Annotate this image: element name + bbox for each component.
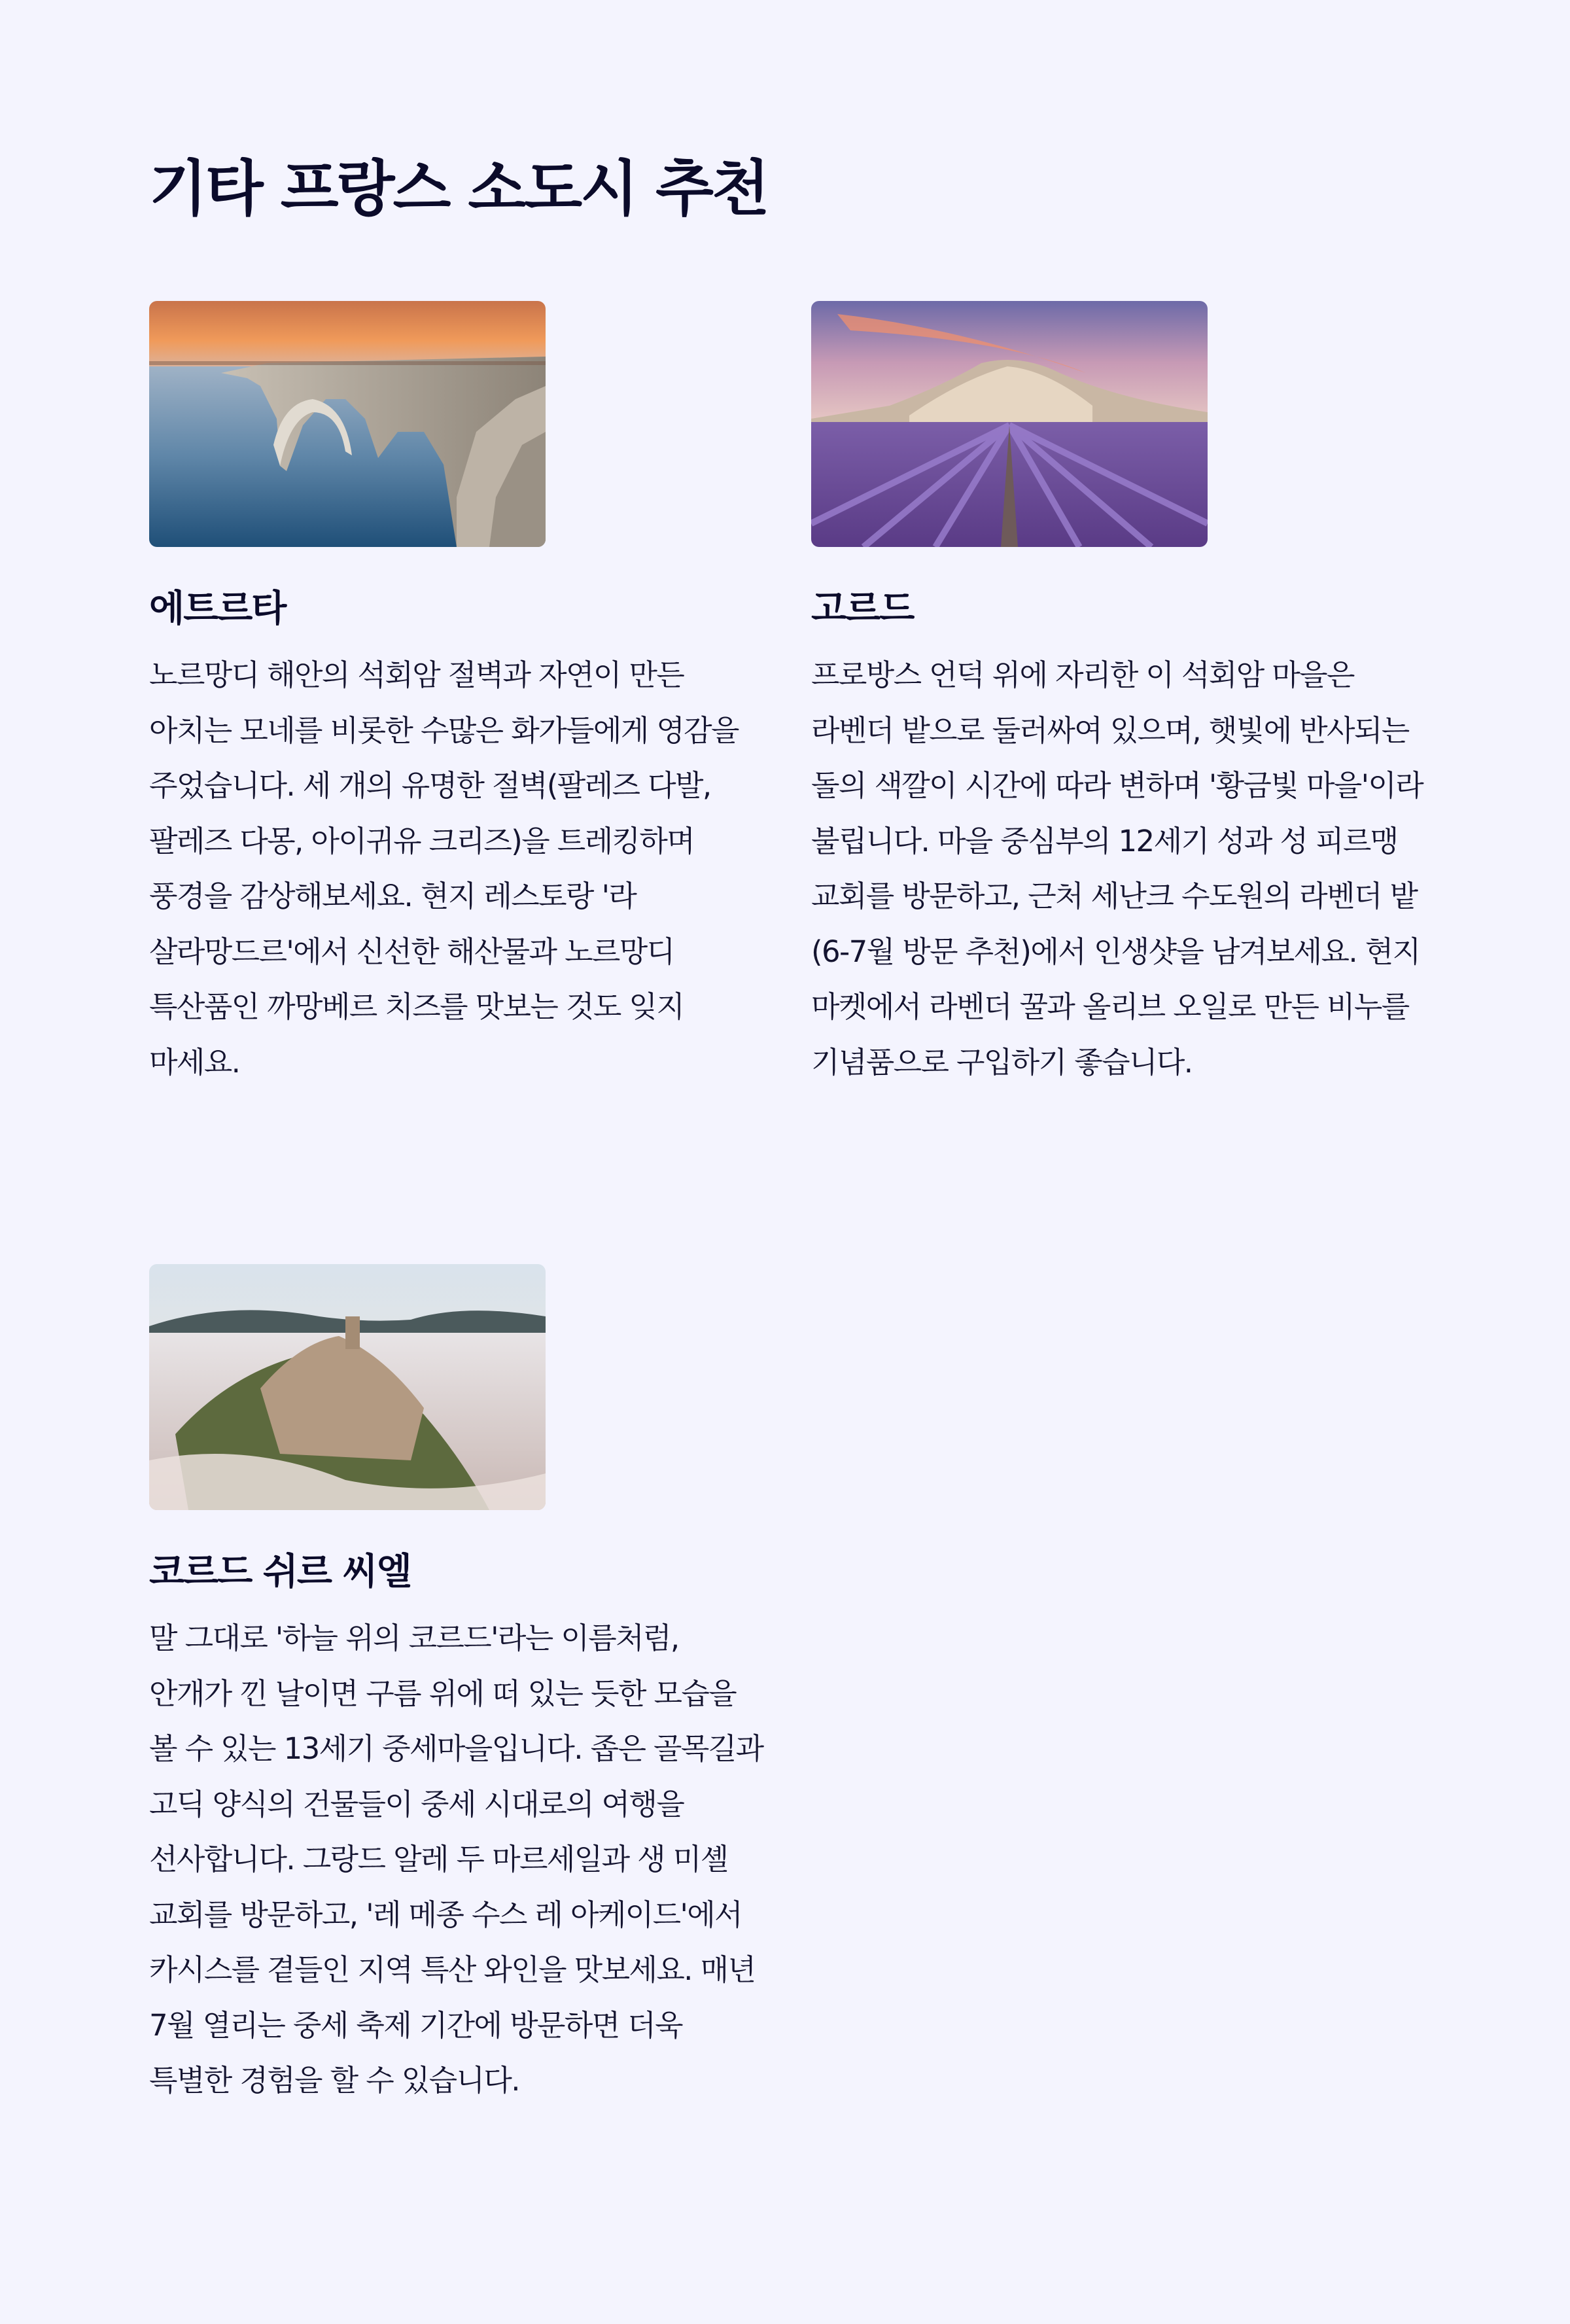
etretat-photo — [149, 301, 546, 547]
page-title: 기타 프랑스 소도시 추천 — [149, 154, 768, 224]
cordes-sur-ciel-photo — [149, 1264, 546, 1510]
town-name: 고르드 — [811, 588, 914, 630]
town-name: 에트르타 — [149, 588, 286, 630]
gordes-photo — [811, 301, 1208, 547]
town-card-etretat — [149, 301, 764, 1090]
town-card-gordes — [811, 301, 1426, 1090]
town-description: 프로방스 언덕 위에 자리한 이 석회암 마을은 라벤더 밭으로 둘러싸여 있으며, 햇빛에 반사되는 돌의 색깔이 시간에 따라 변하며 '황금빛 마을'이라 불립니다. 마을 중심부의 12세기 성과 성 피르맹 교회를 방문하고, 근처 세난크 수도원의 라벤더 밭(6-7월 방문 추천)에서 인생샷을 남겨보세요. 현지 마켓에서 라벤더 꿀과 올리브 오일로 만든 비누를 기념품으로 구입하기 좋습니다. — [811, 658, 1423, 1080]
town-name: 코르드 쉬르 씨엘 — [149, 1551, 411, 1593]
town-description: 노르망디 해안의 석회암 절벽과 자연이 만든 아치는 모네를 비롯한 수많은 화가들에게 영감을 주었습니다. 세 개의 유명한 절벽(팔레즈 다발, 팔레즈 다몽, 아이귀유 크리즈)을 트레킹하며 풍경을 감상해보세요. 현지 레스토랑 '라 살라망드르'에서 신선한 해산물과 노르망디 특산품인 까망베르 치즈를 맛보는 것도 잊지 마세요. — [149, 658, 739, 1080]
town-description: 말 그대로 '하늘 위의 코르드'라는 이름처럼, 안개가 낀 날이면 구름 위에 떠 있는 듯한 모습을 볼 수 있는 13세기 중세마을입니다. 좁은 골목길과 고딕 양식의 건물들이 중세 시대로의 여행을 선사합니다. 그랑드 알레 두 마르세일과 생 미셸 교회를 방문하고, '레 메종 수스 레 아케이드'에서 카시스를 곁들인 지역 특산 와인을 맛보세요. 매년 7월 열리는 중세 축제 기간에 방문하면 더욱 특별한 경험을 할 수 있습니다. — [149, 1621, 763, 2098]
town-card-cordes-sur-ciel — [149, 1264, 764, 2109]
